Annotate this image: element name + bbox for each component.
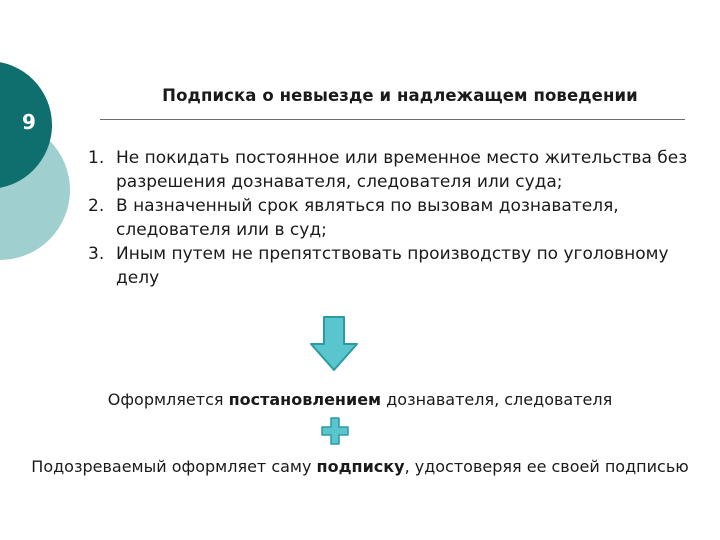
- list-item-text: Не покидать постоянное или временное место жительства без разрешения дознавателя, следователя или суда;: [116, 148, 688, 192]
- obligations-list: [88, 146, 708, 290]
- list-item: [88, 146, 708, 194]
- suspect-bold: подписку: [316, 457, 405, 476]
- slide-title: Подписка о невыезде и надлежащем поведении: [162, 86, 638, 105]
- formalized-bold: постановлением: [228, 390, 382, 409]
- suspect-signature-text: Подозреваемый оформляет саму подписку, удостоверяя ее своей подписью: [31, 457, 689, 476]
- list-item-number: 1.: [88, 148, 105, 168]
- list-item-number: 3.: [88, 244, 105, 264]
- slide-number: 9: [22, 110, 36, 134]
- formalized-by-text: Оформляется постановлением дознавателя, следователя: [107, 390, 613, 409]
- list-item-text: В назначенный срок являться по вызовам дознавателя, следователя или в суд;: [116, 196, 619, 240]
- list-item-text: Иным путем не препятствовать производству по уголовному делу: [116, 244, 669, 288]
- list-item-number: 2.: [88, 196, 105, 216]
- list-item: [88, 194, 708, 242]
- title-divider: [100, 119, 685, 120]
- list-item: [88, 242, 708, 290]
- down-arrow-icon: [309, 316, 359, 372]
- plus-icon: [320, 416, 350, 446]
